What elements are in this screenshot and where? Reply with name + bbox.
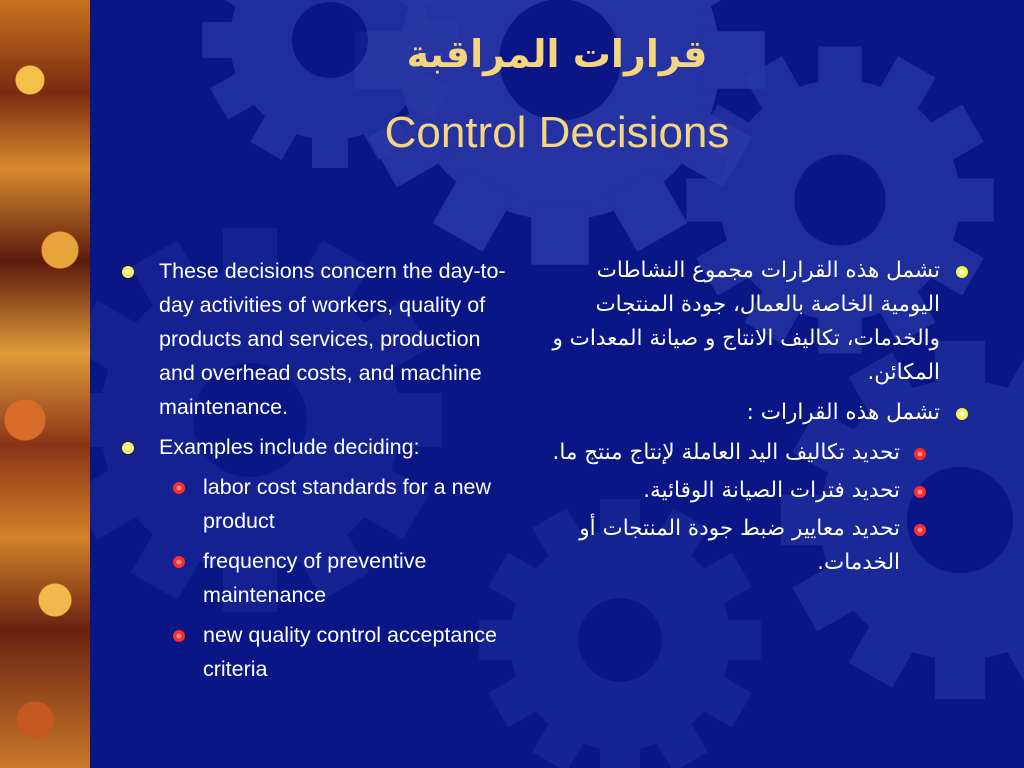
bullet-icon (956, 266, 968, 278)
list-item (122, 254, 512, 424)
sub-bullet-icon (173, 482, 185, 494)
list-item (122, 430, 512, 464)
sub-list-item (540, 436, 982, 470)
arabic-bullet-list (540, 254, 982, 584)
page-title-arabic: قرارات المراقبة (406, 32, 708, 76)
sub-list-item (540, 512, 982, 580)
sub-bullet-icon (914, 524, 926, 536)
list-item (540, 254, 982, 390)
sub-list-item-text: frequency of preventive maintenance (203, 549, 427, 607)
sub-list-item (540, 474, 982, 508)
sub-list-item (122, 618, 512, 686)
english-bullet-list (122, 254, 512, 692)
sub-list-item (122, 544, 512, 612)
decorative-side-strip (0, 0, 90, 768)
list-item-text: These decisions concern the day-to-day activities of workers, quality of products and services, production and overhead costs, and machine maintenance. (159, 259, 506, 419)
bullet-icon (956, 408, 968, 420)
sub-list-item-text: new quality control acceptance criteria (203, 623, 498, 681)
list-item-text: تشمل هذه القرارات : (746, 400, 940, 425)
list-item-text: Examples include deciding: (159, 435, 420, 459)
bullet-icon (122, 442, 134, 454)
sub-list-item (122, 470, 512, 538)
list-item (540, 396, 982, 430)
sub-list-item-text: تحديد تكاليف اليد العاملة لإنتاج منتج ما. (552, 440, 900, 465)
sub-list-item-text: labor cost standards for a new product (203, 475, 492, 533)
sub-bullet-icon (173, 556, 185, 568)
sub-list-item-text: تحديد فترات الصيانة الوقائية. (643, 478, 900, 503)
bullet-icon (122, 266, 134, 278)
sub-list-item-text: تحديد معايير ضبط جودة المنتجات أو الخدمات. (579, 516, 900, 575)
sub-bullet-icon (914, 486, 926, 498)
sub-bullet-icon (914, 448, 926, 460)
list-item-text: تشمل هذه القرارات مجموع النشاطات اليومية الخاصة بالعمال، جودة المنتجات والخدمات، تكاليف الانتاج و صيانة المعدات و المكائن. (552, 258, 940, 385)
sub-bullet-icon (173, 630, 185, 642)
page-title-english: Control Decisions (384, 108, 730, 157)
